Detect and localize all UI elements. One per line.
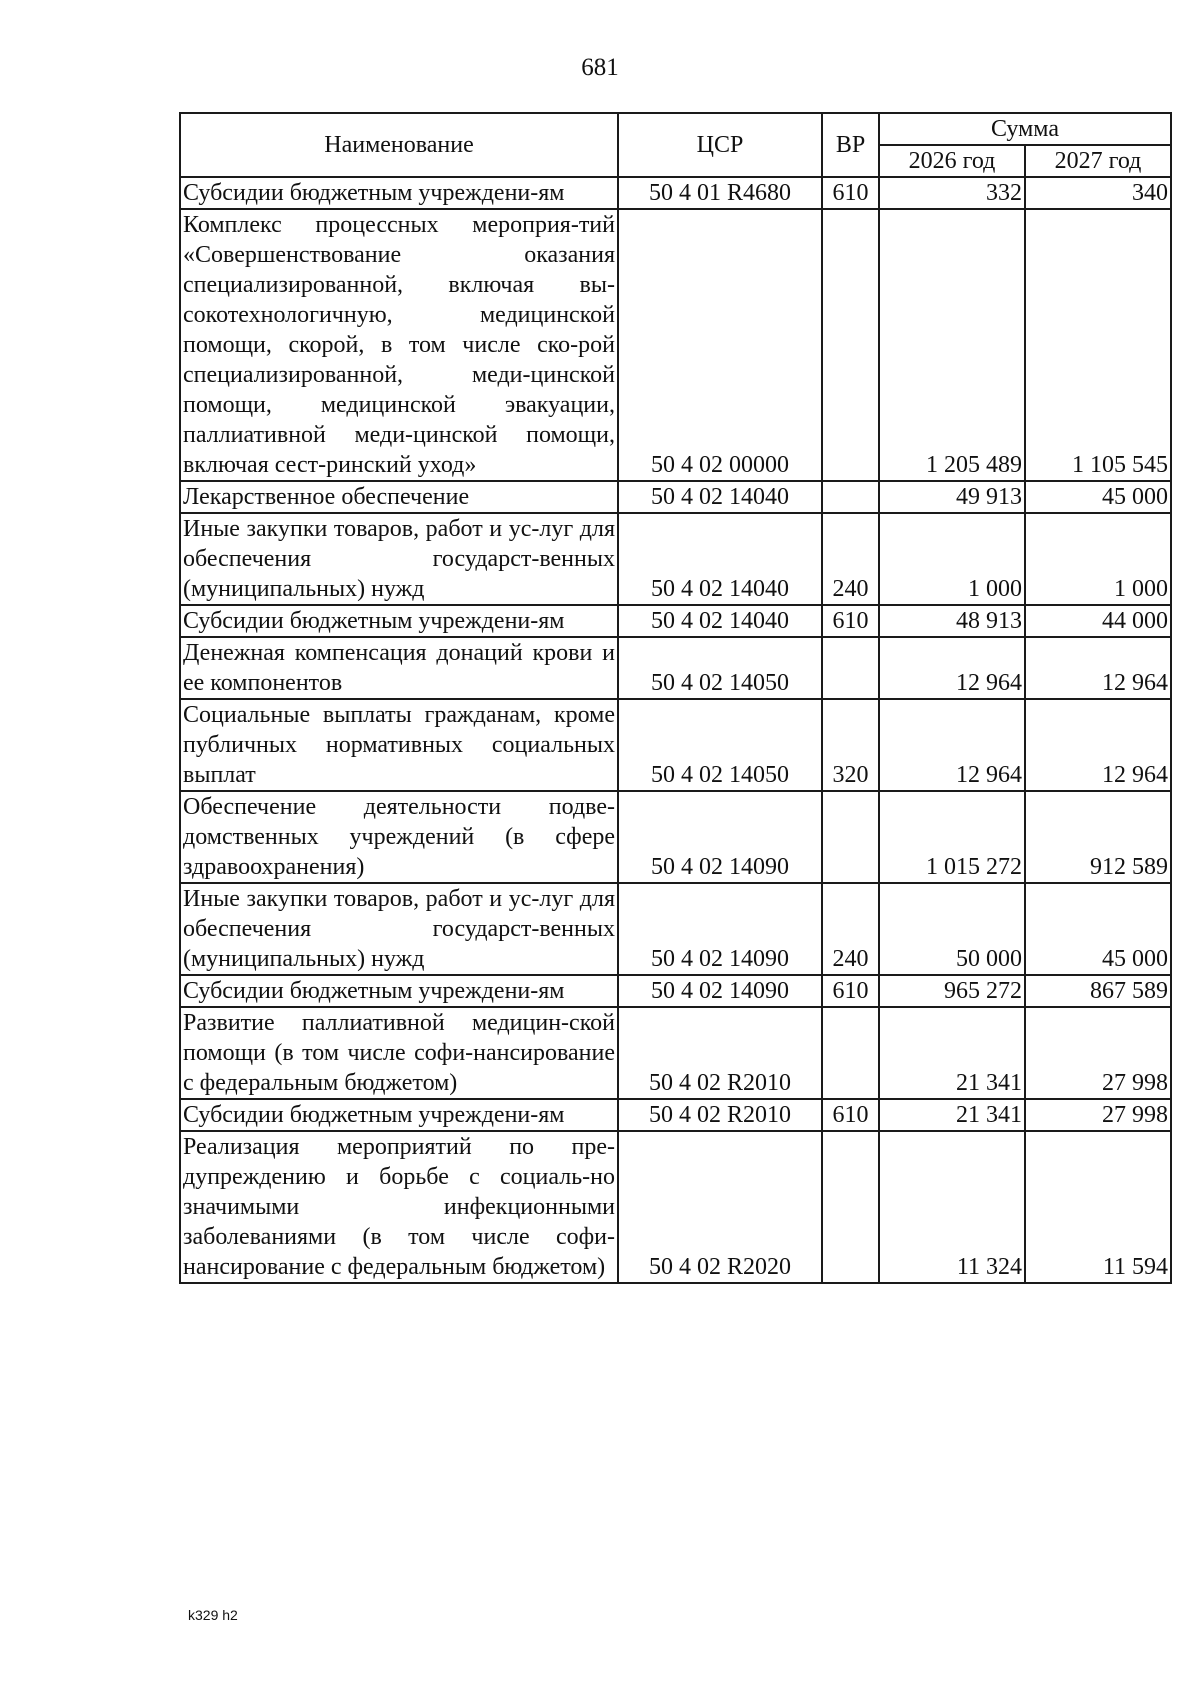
table-row — [180, 513, 1171, 605]
cell-sum-2026: 332 — [879, 177, 1025, 209]
table-row — [180, 699, 1171, 791]
table-body — [180, 177, 1171, 1283]
cell-sum-2027: 1 105 545 — [1025, 209, 1171, 481]
cell-csr: 50 4 02 14090 — [618, 791, 822, 883]
cell-csr: 50 4 01 R4680 — [618, 177, 822, 209]
cell-csr: 50 4 02 R2010 — [618, 1007, 822, 1099]
cell-sum-2026: 965 272 — [879, 975, 1025, 1007]
cell-vr: 240 — [822, 513, 879, 605]
cell-sum-2026: 1 000 — [879, 513, 1025, 605]
cell-sum-2026: 49 913 — [879, 481, 1025, 513]
cell-sum-2026: 12 964 — [879, 699, 1025, 791]
table-header — [180, 113, 1171, 177]
cell-sum-2027: 11 594 — [1025, 1131, 1171, 1283]
cell-name: Субсидии бюджетным учреждени-ям — [180, 605, 618, 637]
cell-csr: 50 4 02 14040 — [618, 605, 822, 637]
cell-sum-2027: 12 964 — [1025, 699, 1171, 791]
cell-vr — [822, 637, 879, 699]
cell-vr: 610 — [822, 605, 879, 637]
table-row — [180, 1007, 1171, 1099]
cell-sum-2027: 912 589 — [1025, 791, 1171, 883]
cell-name: Иные закупки товаров, работ и ус-луг для обеспечения государст-венных (муниципальных) нужд — [180, 883, 618, 975]
cell-sum-2027: 12 964 — [1025, 637, 1171, 699]
cell-sum-2027: 867 589 — [1025, 975, 1171, 1007]
cell-name: Лекарственное обеспечение — [180, 481, 618, 513]
cell-name: Социальные выплаты гражданам, кроме публичных нормативных социальных выплат — [180, 699, 618, 791]
table-row — [180, 791, 1171, 883]
cell-sum-2026: 1 205 489 — [879, 209, 1025, 481]
cell-vr: 240 — [822, 883, 879, 975]
cell-sum-2026: 21 341 — [879, 1007, 1025, 1099]
cell-name: Иные закупки товаров, работ и ус-луг для обеспечения государст-венных (муниципальных) нужд — [180, 513, 618, 605]
cell-sum-2026: 48 913 — [879, 605, 1025, 637]
cell-csr: 50 4 02 14040 — [618, 513, 822, 605]
cell-vr: 320 — [822, 699, 879, 791]
table-row — [180, 481, 1171, 513]
cell-name: Субсидии бюджетным учреждени-ям — [180, 975, 618, 1007]
cell-vr — [822, 791, 879, 883]
cell-csr: 50 4 02 14040 — [618, 481, 822, 513]
cell-name: Субсидии бюджетным учреждени-ям — [180, 1099, 618, 1131]
footer-code: k329 h2 — [188, 1607, 238, 1623]
cell-sum-2027: 1 000 — [1025, 513, 1171, 605]
cell-vr — [822, 1007, 879, 1099]
table-row — [180, 1131, 1171, 1283]
table-row — [180, 1099, 1171, 1131]
cell-sum-2027: 340 — [1025, 177, 1171, 209]
header-name: Наименование — [180, 113, 618, 177]
cell-vr: 610 — [822, 975, 879, 1007]
cell-name: Реализация мероприятий по пре-дупреждению и борьбе с социаль-но значимыми инфекционными заболеваниями (в том числе софи-нансирование с федеральным бюджетом) — [180, 1131, 618, 1283]
cell-sum-2026: 12 964 — [879, 637, 1025, 699]
cell-vr — [822, 481, 879, 513]
table-row — [180, 975, 1171, 1007]
cell-sum-2027: 27 998 — [1025, 1099, 1171, 1131]
cell-csr: 50 4 02 14090 — [618, 883, 822, 975]
cell-vr: 610 — [822, 1099, 879, 1131]
table-row — [180, 177, 1171, 209]
cell-name: Комплекс процессных мероприя-тий «Совершенствование оказания специализированной, включая вы-сокотехнологичную, медицинской помощи, скорой, в том числе ско-рой специализированной, меди-цинской помощи, медицинской эвакуации, паллиативной меди-цинской помощи, включая сест-ринский уход» — [180, 209, 618, 481]
cell-name: Денежная компенсация донаций крови и ее компонентов — [180, 637, 618, 699]
cell-vr — [822, 209, 879, 481]
cell-vr: 610 — [822, 177, 879, 209]
table-row — [180, 883, 1171, 975]
cell-name: Субсидии бюджетным учреждени-ям — [180, 177, 618, 209]
cell-csr: 50 4 02 14050 — [618, 637, 822, 699]
table-row — [180, 637, 1171, 699]
cell-csr: 50 4 02 R2020 — [618, 1131, 822, 1283]
cell-name: Обеспечение деятельности подве-домственных учреждений (в сфере здравоохранения) — [180, 791, 618, 883]
cell-sum-2027: 27 998 — [1025, 1007, 1171, 1099]
cell-sum-2027: 45 000 — [1025, 883, 1171, 975]
cell-sum-2026: 1 015 272 — [879, 791, 1025, 883]
cell-sum-2026: 11 324 — [879, 1131, 1025, 1283]
cell-sum-2026: 21 341 — [879, 1099, 1025, 1131]
table-row — [180, 605, 1171, 637]
cell-name: Развитие паллиативной медицин-ской помощи (в том числе софи-нансирование с федеральным бюджетом) — [180, 1007, 618, 1099]
header-year-2027: 2027 год — [1025, 145, 1171, 177]
header-vr: ВР — [822, 113, 879, 177]
cell-vr — [822, 1131, 879, 1283]
table-row — [180, 209, 1171, 481]
page-number: 681 — [581, 54, 619, 81]
header-year-2026: 2026 год — [879, 145, 1025, 177]
cell-csr: 50 4 02 R2010 — [618, 1099, 822, 1131]
budget-table — [179, 112, 1172, 1284]
cell-csr: 50 4 02 00000 — [618, 209, 822, 481]
cell-sum-2027: 44 000 — [1025, 605, 1171, 637]
cell-sum-2026: 50 000 — [879, 883, 1025, 975]
cell-sum-2027: 45 000 — [1025, 481, 1171, 513]
cell-csr: 50 4 02 14050 — [618, 699, 822, 791]
header-sum: Сумма — [879, 113, 1171, 145]
header-csr: ЦСР — [618, 113, 822, 177]
cell-csr: 50 4 02 14090 — [618, 975, 822, 1007]
